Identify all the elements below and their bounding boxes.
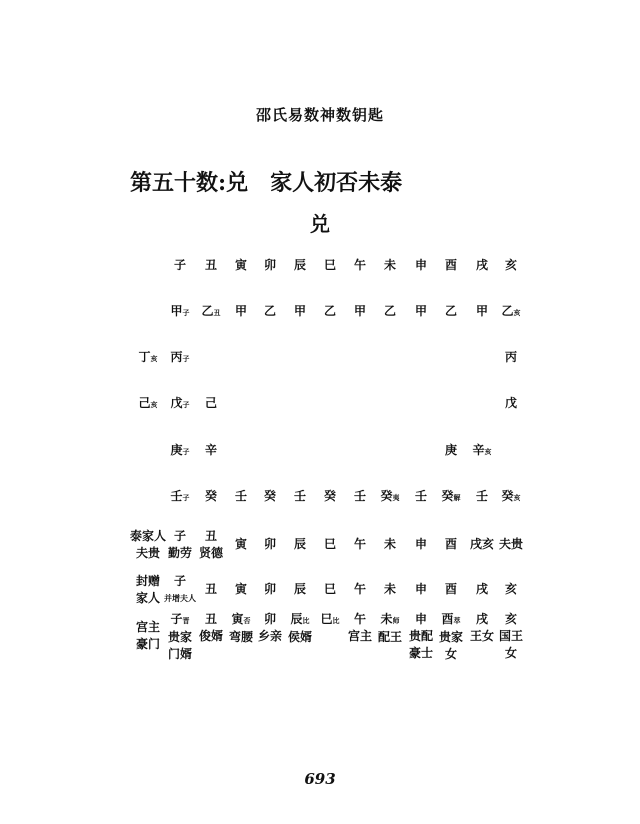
table-cell: 夫贵: [498, 537, 523, 551]
table-cell: 戌 王女: [469, 612, 494, 643]
branch-cell: 申: [414, 582, 427, 596]
table-cell: 申 贵配 豪士: [408, 612, 433, 660]
branch-cell: 巳: [323, 537, 336, 551]
stem-cell: 癸: [323, 489, 336, 503]
stem-cell: 癸亥: [501, 489, 521, 503]
branch-cell: 巳: [323, 258, 336, 272]
stem-cell: 庚: [444, 443, 457, 457]
stem-cell: 壬: [353, 489, 366, 503]
gua-title: 兑: [310, 212, 330, 236]
stem-cell: 甲: [475, 304, 488, 318]
table-cell: 午 宫主: [347, 612, 372, 643]
page-number: 693: [304, 770, 336, 788]
book-header: 邵氏易数神数钥匙: [255, 106, 384, 124]
branch-cell: 丑: [204, 258, 217, 272]
branch-cell: 卯: [263, 258, 276, 272]
branch-cell: 丑: [204, 582, 217, 596]
branch-cell: 午: [353, 582, 366, 596]
table-cell: 亥 国王 女: [498, 612, 523, 660]
branch-cell: 戌: [475, 258, 488, 272]
branch-cell: 戌: [475, 582, 488, 596]
branch-cell: 午: [353, 537, 366, 551]
chapter-title: 第五十数:兑 家人初否未泰: [130, 170, 403, 196]
stem-cell: 壬: [414, 489, 427, 503]
table-cell: 酉萃 贵家 女: [438, 612, 463, 661]
stem-cell: 壬: [293, 489, 306, 503]
table-cell: 寅否 弯腰: [228, 612, 253, 644]
stem-cell: 乙: [263, 304, 276, 318]
branch-cell: 未: [383, 537, 396, 551]
branch-cell: 申: [414, 258, 427, 272]
stem-cell: 甲子: [170, 304, 190, 318]
stem-cell: 甲: [353, 304, 366, 318]
stem-cell: 辛: [204, 443, 217, 457]
table-cell: 丑 俊婿: [198, 612, 223, 643]
table-cell: 子晋 贵家 门婿: [167, 612, 192, 661]
branch-cell: 午: [353, 258, 366, 272]
stem-cell: 乙: [323, 304, 336, 318]
row-label: 封赠 家人: [135, 574, 160, 605]
branch-cell: 寅: [234, 537, 247, 551]
row-label: 丁亥: [138, 350, 158, 364]
branch-cell: 辰: [293, 537, 306, 551]
stem-cell: 丙子: [170, 350, 190, 364]
branch-cell: 戌亥: [469, 537, 494, 551]
stem-cell: 癸夷: [380, 489, 400, 503]
stem-cell: 甲: [414, 304, 427, 318]
branch-cell: 卯: [263, 582, 276, 596]
row-label: 己亥: [138, 396, 158, 410]
stem-cell: 乙丑: [201, 304, 221, 318]
branch-cell: 亥: [504, 258, 517, 272]
stem-cell: 乙亥: [501, 304, 521, 318]
table-cell: 巳比: [320, 612, 340, 626]
branch-cell: 酉: [444, 582, 457, 596]
stem-cell: 丙: [504, 350, 517, 364]
table-cell: 辰比 侯婿: [287, 612, 312, 644]
branch-cell: 酉: [444, 258, 457, 272]
branch-cell: 卯: [263, 537, 276, 551]
stem-cell: 甲: [293, 304, 306, 318]
stem-cell: 癸: [263, 489, 276, 503]
stem-cell: 甲: [234, 304, 247, 318]
branch-cell: 酉: [444, 537, 457, 551]
stem-cell: 庚子: [170, 443, 190, 457]
stem-cell: 壬子: [170, 489, 190, 503]
branch-cell: 辰: [293, 258, 306, 272]
table-cell: 子 勤劳: [167, 529, 192, 560]
stem-cell: 癸: [204, 489, 217, 503]
stem-cell: 癸解: [441, 489, 461, 503]
stem-cell: 乙: [383, 304, 396, 318]
stem-cell: 辛亥: [472, 443, 492, 457]
row-label: 泰家人 夫贵: [129, 529, 166, 560]
stem-cell: 壬: [234, 489, 247, 503]
branch-cell: 亥: [504, 582, 517, 596]
table-cell: 未师 配王: [377, 612, 402, 644]
branch-cell: 未: [383, 258, 396, 272]
branch-cell: 子: [173, 258, 186, 272]
branch-cell: 寅: [234, 258, 247, 272]
table-cell: 卯 乡亲: [257, 612, 282, 643]
branch-cell: 未: [383, 582, 396, 596]
table-cell: 子 并增夫人: [164, 574, 196, 603]
table-cell: 丑 贤德: [198, 529, 223, 560]
branch-cell: 申: [414, 537, 427, 551]
stem-cell: 己: [204, 396, 217, 410]
stem-cell: 乙: [444, 304, 457, 318]
stem-cell: 壬: [475, 489, 488, 503]
stem-cell: 戊: [504, 396, 517, 410]
stem-cell: 戊子: [170, 396, 190, 410]
branch-cell: 巳: [323, 582, 336, 596]
branch-cell: 辰: [293, 582, 306, 596]
row-label: 宫主 豪门: [135, 620, 160, 651]
branch-cell: 寅: [234, 582, 247, 596]
